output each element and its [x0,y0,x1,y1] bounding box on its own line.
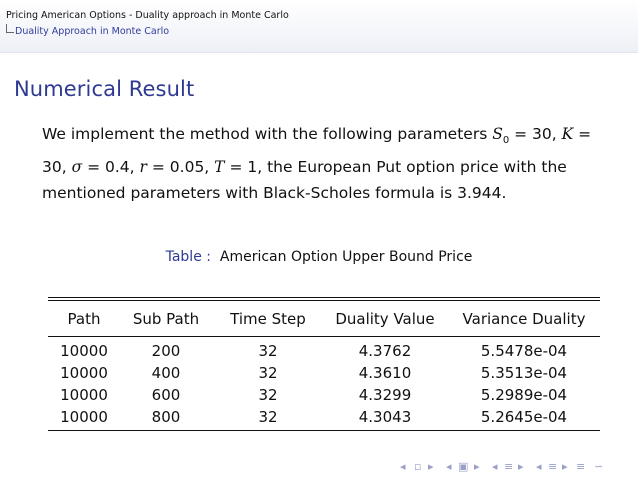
doc-next-icon[interactable]: ▸ [562,460,568,473]
table-caption-text: American Option Upper Bound Price [219,249,473,265]
table-cell: 4.3610 [358,364,412,382]
table-cell: 5.2645e-04 [480,408,568,426]
beamer-headline [0,0,638,53]
table-header-duality-value: Duality Value [335,310,435,328]
section-prev-icon[interactable]: ◂ [492,460,498,473]
section-next-icon[interactable]: ▸ [518,460,524,473]
subsection-icon[interactable]: ▣ [458,460,469,473]
table-cell: 800 [151,408,181,426]
table-cell: 400 [151,364,181,382]
math-t: T [214,158,225,177]
table-cell: 4.3762 [358,342,412,360]
math-s0-value: = 30, [509,125,557,143]
doc-icon[interactable]: ≡ [548,460,558,473]
table-header-sub-path: Sub Path [132,310,200,328]
math-k-value: = 30, [42,125,592,177]
math-k: K [561,125,574,143]
table-header-rule [48,336,600,337]
subsection-prev-icon[interactable]: ◂ [446,460,452,473]
table-cell: 10000 [60,364,108,382]
math-s0: S [492,125,503,143]
math-t-value: = 1, [224,158,263,177]
table-cell: 4.3299 [358,386,412,404]
table-header-path: Path [67,310,101,328]
paragraph-rest: the European Put option price with the mentioned parameters with Black-Scholes formula is 3.944. [42,158,567,203]
math-s0-subscript: 0 [502,135,510,147]
table-header-time-step: Time Step [230,310,306,328]
table-caption [0,249,638,265]
frame-icon[interactable]: ▫ [414,460,422,473]
table-cell: 32 [258,342,278,360]
table-cell: 200 [151,342,181,360]
subsection-next-icon[interactable]: ▸ [474,460,480,473]
table-bottom-rule [48,430,600,431]
header-subsection-link[interactable]: Duality Approach in Monte Carlo [15,26,170,37]
body-paragraph [42,121,597,206]
table-cell: 10000 [60,342,108,360]
table-cell: 32 [258,364,278,382]
table-top-rule [48,297,600,298]
math-r-value: = 0.05, [146,158,215,177]
section-icon[interactable]: ≡ [504,460,514,473]
header-section-link[interactable]: Pricing American Options - Duality approach in Monte Carlo [6,10,289,21]
table-cell: 32 [258,386,278,404]
math-sigma: σ [71,158,83,177]
table-cell: 5.2989e-04 [480,386,568,404]
table-cell: 4.3043 [358,408,412,426]
search-icon[interactable]: ∽ [594,460,604,473]
table-caption-prefix: Table : [165,249,211,265]
table-cell: 600 [151,386,181,404]
tree-branch-icon [6,24,14,33]
table-cell: 5.5478e-04 [480,342,568,360]
beamer-navigation-controls [400,460,620,474]
paragraph-intro: We implement the method with the following parameters [42,125,493,143]
table-cell: 10000 [60,386,108,404]
table-header-variance-duality: Variance Duality [462,310,586,328]
math-r: r [139,158,147,177]
table-top-rule-double [48,300,600,301]
frame-next-icon[interactable]: ▸ [428,460,434,473]
frame-prev-icon[interactable]: ◂ [400,460,406,473]
math-sigma-value: = 0.4, [82,158,140,177]
align-icon[interactable]: ≡ [576,460,586,473]
table-cell: 5.3513e-04 [480,364,568,382]
frame-title: Numerical Result [14,77,195,101]
table-cell: 32 [258,408,278,426]
table-cell: 10000 [60,408,108,426]
doc-prev-icon[interactable]: ◂ [536,460,542,473]
